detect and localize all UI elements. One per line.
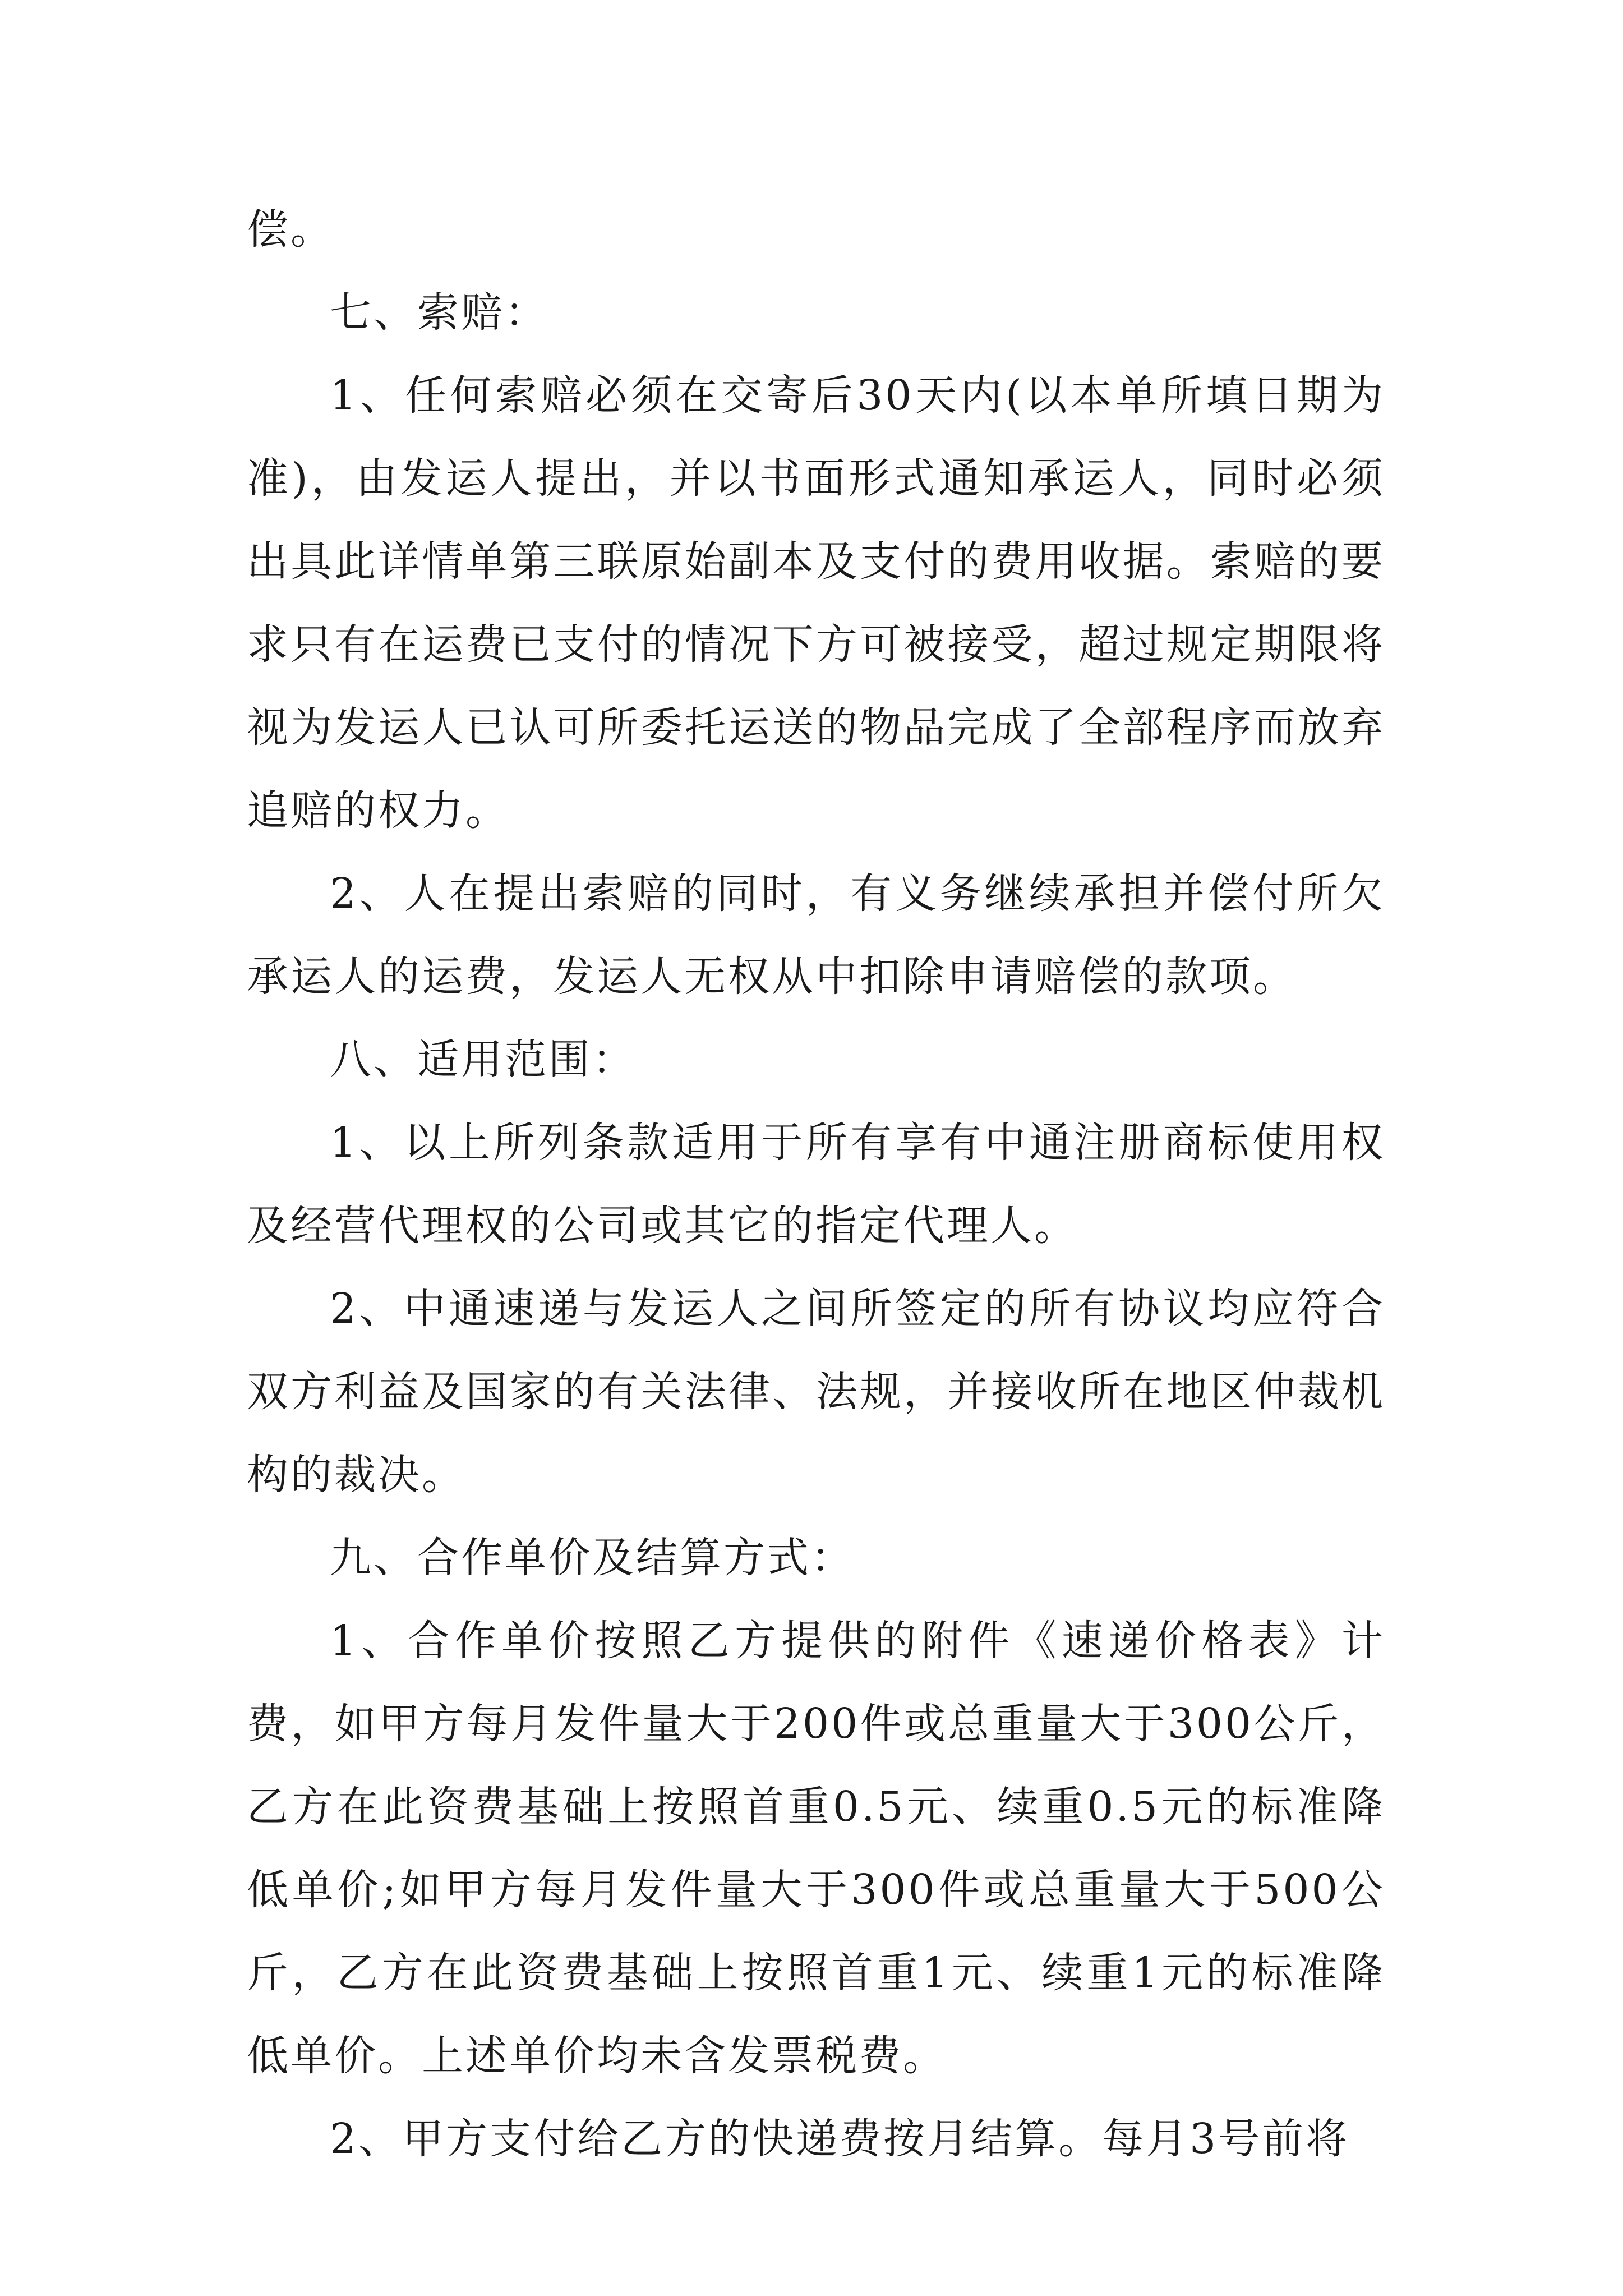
paragraph-scope-2: 2、中通速递与发运人之间所签定的所有协议均应符合双方利益及国家的有关法律、法规，并接收所在地区仲裁机构的裁决。 <box>247 1285 1385 1499</box>
section-heading-claims: 七、索赔： <box>330 288 548 337</box>
paragraph-continuation: 偿。 <box>247 205 334 254</box>
paragraph-claims-2: 2、人在提出索赔的同时，有义务继续承担并偿付所欠承运人的运费，发运人无权从中扣除申请赔偿的款项。 <box>247 869 1385 1001</box>
section-heading-pricing: 九、合作单价及结算方式： <box>330 1534 855 1582</box>
paragraph-scope-1: 1、以上所列条款适用于所有享有中通注册商标使用权及经营代理权的公司或其它的指定代理人。 <box>247 1119 1385 1250</box>
paragraph-claims-1: 1、任何索赔必须在交寄后30天内(以本单所填日期为准)，由发运人提出，并以书面形式通知承运人，同时必须出具此详情单第三联原始副本及支付的费用收据。索赔的要求只有在运费已支付的情况下方可被接受，超过规定期限将视为发运人已认可所委托运送的物品完成了全部程序而放弃追赔的权力。 <box>247 371 1385 835</box>
section-heading-scope: 八、适用范围： <box>330 1036 636 1084</box>
paragraph-pricing-1: 1、合作单价按照乙方提供的附件《速递价格表》计费，如甲方每月发件量大于200件或总重量大于300公斤，乙方在此资费基础上按照首重0.5元、续重0.5元的标准降低单价;如甲方每月发件量大于300件或总重量大于500公斤，乙方在此资费基础上按照首重1元、续重1元的标准降低单价。上述单价均未含发票税费。 <box>247 1617 1385 2080</box>
document-body <box>247 188 1385 2180</box>
paragraph-pricing-2: 2、甲方支付给乙方的快递费按月结算。每月3号前将 <box>330 2115 1350 2163</box>
